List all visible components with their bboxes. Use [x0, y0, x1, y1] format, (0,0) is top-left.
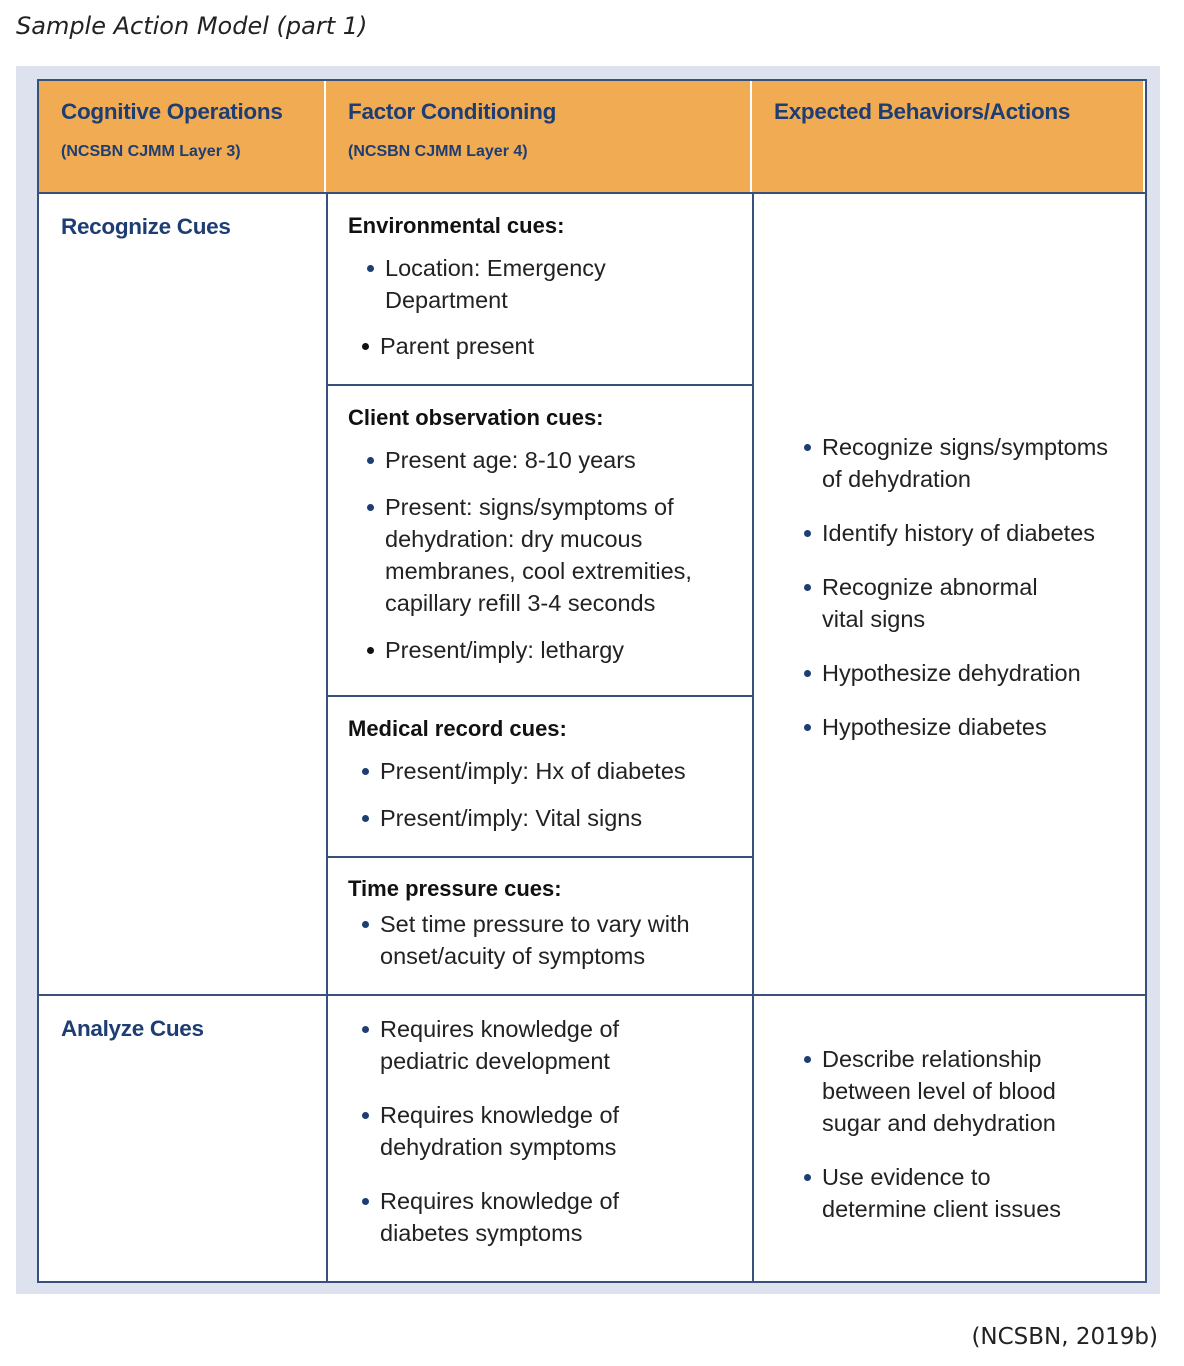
list-item: Location: Emergency Department: [385, 252, 655, 316]
table-panel: [16, 66, 1160, 1294]
factor-list: [348, 908, 752, 972]
list-item: Present/imply: Hx of diabetes: [380, 755, 752, 787]
list-item: Present age: 8-10 years: [385, 444, 752, 476]
factor-list: [348, 755, 752, 834]
action-model-table: [37, 79, 1147, 1283]
row-recognize-cues-behaviors: [752, 192, 1145, 994]
header-cognitive-operations: [39, 81, 326, 192]
factor-block-heading: Medical record cues:: [348, 716, 567, 741]
list-item: Describe relationship between level of blood sugar and dehydration: [822, 1043, 1092, 1139]
header-subtitle: (NCSBN CJMM Layer 3): [61, 143, 241, 160]
factor-block-medical-record: [328, 697, 752, 858]
factor-list: [348, 444, 752, 666]
factor-block-heading: Environmental cues:: [348, 213, 565, 238]
operation-label: Analyze Cues: [61, 1016, 204, 1041]
header-factor-conditioning: [326, 81, 752, 192]
list-item: Parent present: [380, 330, 752, 362]
list-item: Requires knowledge of dehydration symptoms: [380, 1099, 670, 1163]
header-expected-behaviors: [752, 81, 1145, 192]
list-item: Hypothesize dehydration: [822, 657, 1132, 689]
list-item: Requires knowledge of diabetes symptoms: [380, 1185, 650, 1249]
list-item: Requires knowledge of pediatric development: [380, 1013, 650, 1077]
list-item: Identify history of diabetes: [822, 517, 1132, 549]
list-item: Recognize abnormal vital signs: [822, 571, 1062, 635]
row-analyze-cues-operation: [39, 994, 326, 1281]
list-item: Present/imply: lethargy: [385, 634, 752, 666]
row-analyze-cues-behaviors: [752, 994, 1145, 1281]
header-title: Factor Conditioning: [348, 99, 557, 124]
list-item: Hypothesize diabetes: [822, 711, 1132, 743]
factor-block-client-observation: [328, 386, 752, 697]
list-item: Recognize signs/symptoms of dehydration: [822, 431, 1132, 495]
behavior-list: [754, 1043, 1092, 1225]
factor-block-heading: Time pressure cues:: [348, 876, 562, 901]
factor-block-heading: Client observation cues:: [348, 405, 604, 430]
behavior-list: [754, 431, 1132, 743]
factor-list: [348, 252, 752, 362]
caption: Sample Action Model (part 1): [16, 12, 368, 40]
list-item: Present: signs/symptoms of dehydration: dry mucous membranes, cool extremities, capillary refill 3-4 seconds: [385, 491, 715, 619]
factor-block-time-pressure: [328, 858, 752, 994]
header-subtitle: (NCSBN CJMM Layer 4): [348, 143, 528, 160]
factor-block-environmental: [328, 194, 752, 386]
operation-label: Recognize Cues: [61, 214, 231, 239]
factor-list: [348, 1013, 752, 1249]
list-item: Set time pressure to vary with onset/acuity of symptoms: [380, 908, 720, 972]
list-item: Use evidence to determine client issues: [822, 1161, 1092, 1225]
header-title: Expected Behaviors/Actions: [774, 99, 1071, 124]
row-recognize-cues-factors: [326, 192, 752, 994]
header-title: Cognitive Operations: [61, 99, 283, 124]
row-recognize-cues-operation: [39, 192, 326, 994]
row-analyze-cues-factors: [326, 994, 752, 1281]
citation: (NCSBN, 2019b): [971, 1324, 1158, 1350]
list-item: Present/imply: Vital signs: [380, 802, 752, 834]
